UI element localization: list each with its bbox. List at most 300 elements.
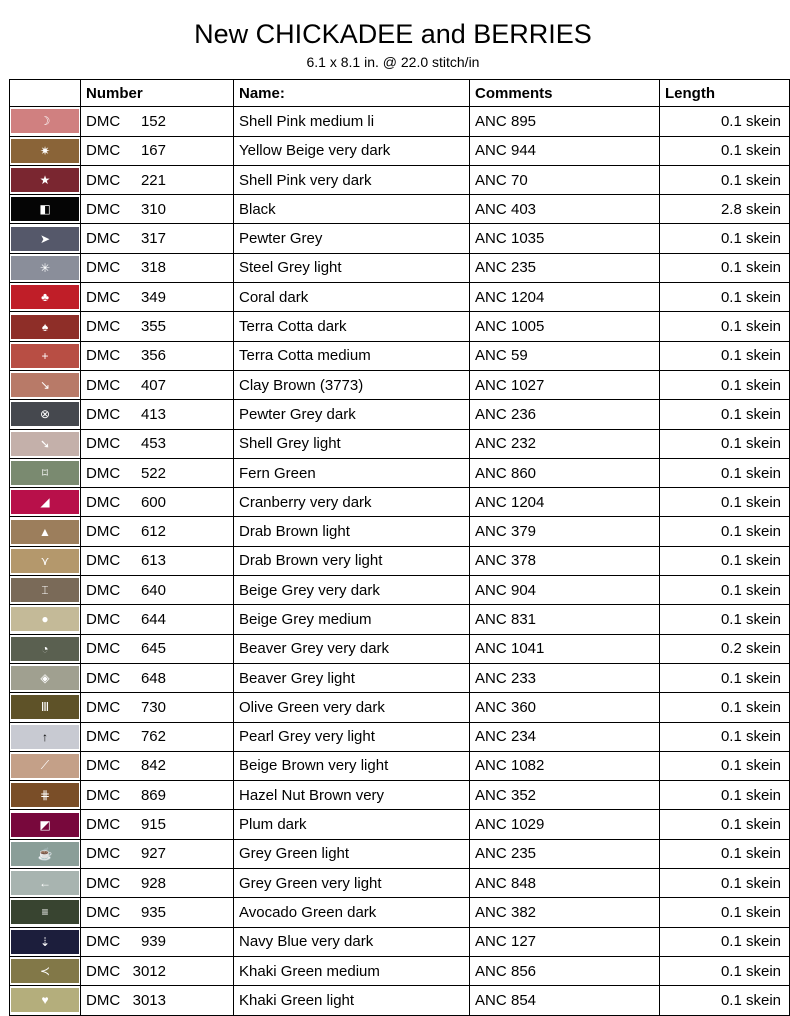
brand-label: DMC — [86, 493, 121, 511]
color-swatch-cell — [10, 634, 81, 663]
comments-cell — [470, 605, 660, 634]
color-swatch-cell — [10, 370, 81, 399]
floss-number: 648 — [140, 669, 166, 687]
header-name: Name: — [234, 80, 470, 107]
color-swatch-cell — [10, 136, 81, 165]
brand-label: DMC — [86, 991, 121, 1009]
stitch-symbol-icon: ● — [41, 612, 49, 627]
floss-name: Black — [234, 195, 470, 224]
floss-number: 644 — [140, 610, 166, 628]
color-swatch-cell — [10, 488, 81, 517]
stitch-symbol-icon: ☕ — [37, 846, 53, 861]
color-swatch — [11, 900, 79, 924]
number-cell — [81, 283, 234, 312]
length-cell: 0.1 skein — [660, 458, 790, 487]
comments-cell — [470, 195, 660, 224]
color-swatch-cell — [10, 458, 81, 487]
color-swatch-cell — [10, 605, 81, 634]
color-swatch — [11, 344, 79, 368]
stitch-symbol-icon: ★ — [39, 173, 51, 188]
anchor-number: 236 — [511, 405, 537, 423]
table-row — [10, 810, 790, 839]
floss-number: 842 — [140, 757, 166, 775]
color-swatch — [11, 695, 79, 719]
brand-label: DMC — [86, 581, 121, 599]
comments-cell — [470, 283, 660, 312]
color-swatch — [11, 109, 79, 133]
stitch-symbol-icon: ⌑ — [41, 466, 49, 480]
stitch-symbol-icon: ◩ — [39, 817, 51, 832]
anchor-label: ANC — [475, 962, 507, 980]
color-swatch — [11, 461, 79, 485]
floss-name: Avocado Green dark — [234, 898, 470, 927]
color-swatch — [11, 959, 79, 983]
number-cell — [81, 253, 234, 282]
comments-cell — [470, 927, 660, 956]
number-cell — [81, 634, 234, 663]
anchor-label: ANC — [475, 991, 507, 1009]
floss-name: Shell Pink very dark — [234, 165, 470, 194]
table-row — [10, 722, 790, 751]
floss-number: 167 — [140, 142, 166, 160]
color-swatch-cell — [10, 253, 81, 282]
color-swatch-cell — [10, 986, 81, 1015]
comments-cell — [470, 517, 660, 546]
floss-number: 349 — [140, 288, 166, 306]
number-cell — [81, 810, 234, 839]
brand-label: DMC — [86, 962, 121, 980]
table-row — [10, 136, 790, 165]
floss-number: 407 — [140, 376, 166, 394]
anchor-number: 379 — [511, 523, 537, 541]
anchor-number: 403 — [511, 200, 537, 218]
comments-cell — [470, 634, 660, 663]
color-swatch-cell — [10, 224, 81, 253]
number-cell — [81, 400, 234, 429]
stitch-symbol-icon: ⟋ — [40, 758, 50, 773]
anchor-number: 233 — [511, 669, 537, 687]
floss-name: Grey Green very light — [234, 869, 470, 898]
number-cell — [81, 722, 234, 751]
anchor-label: ANC — [475, 318, 507, 336]
anchor-number: 1029 — [511, 816, 545, 834]
anchor-number: 70 — [511, 171, 528, 189]
floss-number: 915 — [140, 816, 166, 834]
brand-label: DMC — [86, 464, 121, 482]
color-swatch-cell — [10, 283, 81, 312]
color-swatch-cell — [10, 751, 81, 780]
table-row — [10, 634, 790, 663]
comments-cell — [470, 107, 660, 136]
brand-label: DMC — [86, 903, 121, 921]
floss-name: Clay Brown (3773) — [234, 370, 470, 399]
color-swatch-cell — [10, 312, 81, 341]
color-swatch-cell — [10, 165, 81, 194]
floss-number: 3013 — [132, 991, 166, 1009]
comments-cell — [470, 781, 660, 810]
comments-cell — [470, 722, 660, 751]
stitch-symbol-icon: ♥ — [41, 993, 49, 1008]
floss-number: 221 — [140, 171, 166, 189]
anchor-label: ANC — [475, 464, 507, 482]
color-swatch — [11, 930, 79, 954]
floss-name: Steel Grey light — [234, 253, 470, 282]
table-row — [10, 488, 790, 517]
brand-label: DMC — [86, 552, 121, 570]
chart-title: New CHICKADEE and BERRIES — [194, 19, 592, 49]
anchor-number: 1041 — [511, 640, 545, 658]
anchor-label: ANC — [475, 757, 507, 775]
number-cell — [81, 605, 234, 634]
floss-number: 413 — [140, 405, 166, 423]
table-row — [10, 312, 790, 341]
floss-name: Pewter Grey dark — [234, 400, 470, 429]
color-swatch — [11, 871, 79, 895]
brand-label: DMC — [86, 698, 121, 716]
color-swatch — [11, 666, 79, 690]
length-cell: 0.1 skein — [660, 312, 790, 341]
floss-number: 927 — [140, 845, 166, 863]
color-swatch-cell — [10, 869, 81, 898]
length-cell: 0.1 skein — [660, 722, 790, 751]
comments-cell — [470, 751, 660, 780]
table-row — [10, 107, 790, 136]
comments-cell — [470, 370, 660, 399]
length-cell: 0.1 skein — [660, 224, 790, 253]
table-row — [10, 370, 790, 399]
anchor-label: ANC — [475, 669, 507, 687]
anchor-number: 860 — [511, 464, 537, 482]
anchor-number: 235 — [511, 259, 537, 277]
anchor-number: 382 — [511, 903, 537, 921]
number-cell — [81, 195, 234, 224]
table-row — [10, 341, 790, 370]
number-cell — [81, 663, 234, 692]
brand-label: DMC — [86, 933, 121, 951]
comments-cell — [470, 810, 660, 839]
color-swatch — [11, 402, 79, 426]
floss-name: Drab Brown light — [234, 517, 470, 546]
color-swatch — [11, 315, 79, 339]
table-row — [10, 956, 790, 985]
anchor-number: 234 — [511, 728, 537, 746]
anchor-number: 127 — [511, 933, 537, 951]
floss-name: Khaki Green light — [234, 986, 470, 1015]
color-swatch — [11, 256, 79, 280]
floss-name: Yellow Beige very dark — [234, 136, 470, 165]
anchor-label: ANC — [475, 610, 507, 628]
stitch-symbol-icon: ≡ — [41, 905, 49, 920]
color-swatch-cell — [10, 663, 81, 692]
brand-label: DMC — [86, 142, 121, 160]
stitch-symbol-icon: ➘ — [39, 436, 51, 451]
color-swatch — [11, 607, 79, 631]
floss-number: 612 — [140, 523, 166, 541]
floss-number: 935 — [140, 903, 166, 921]
table-row — [10, 429, 790, 458]
comments-cell — [470, 576, 660, 605]
color-swatch — [11, 637, 79, 661]
table-row — [10, 605, 790, 634]
floss-name: Beaver Grey very dark — [234, 634, 470, 663]
anchor-label: ANC — [475, 552, 507, 570]
floss-name: Terra Cotta dark — [234, 312, 470, 341]
color-swatch-cell — [10, 722, 81, 751]
color-swatch-cell — [10, 898, 81, 927]
length-cell: 0.1 skein — [660, 956, 790, 985]
table-row — [10, 224, 790, 253]
color-swatch — [11, 549, 79, 573]
number-cell — [81, 517, 234, 546]
floss-number: 355 — [140, 318, 166, 336]
color-swatch — [11, 754, 79, 778]
number-cell — [81, 107, 234, 136]
comments-cell — [470, 488, 660, 517]
color-swatch — [11, 373, 79, 397]
header-swatch — [10, 80, 81, 107]
color-swatch-cell — [10, 927, 81, 956]
length-cell: 0.1 skein — [660, 341, 790, 370]
anchor-label: ANC — [475, 230, 507, 248]
brand-label: DMC — [86, 435, 121, 453]
stitch-symbol-icon: + — [41, 348, 49, 363]
floss-name: Drab Brown very light — [234, 546, 470, 575]
floss-number: 152 — [140, 112, 166, 130]
anchor-label: ANC — [475, 259, 507, 277]
number-cell — [81, 429, 234, 458]
stitch-symbol-icon: ⋎ — [40, 553, 50, 568]
length-cell: 0.1 skein — [660, 576, 790, 605]
comments-cell — [470, 839, 660, 868]
brand-label: DMC — [86, 610, 121, 628]
stitch-symbol-icon: ♣ — [41, 290, 49, 305]
stitch-symbol-icon: Ⅲ — [40, 700, 50, 715]
anchor-label: ANC — [475, 493, 507, 511]
floss-name: Cranberry very dark — [234, 488, 470, 517]
anchor-number: 895 — [511, 112, 537, 130]
number-cell — [81, 986, 234, 1015]
table-row — [10, 751, 790, 780]
anchor-number: 232 — [511, 435, 537, 453]
number-cell — [81, 165, 234, 194]
floss-name: Pearl Grey very light — [234, 722, 470, 751]
stitch-symbol-icon: ◢ — [40, 495, 50, 510]
floss-number: 356 — [140, 347, 166, 365]
brand-label: DMC — [86, 757, 121, 775]
stitch-symbol-icon: ✷ — [39, 143, 51, 158]
comments-cell — [470, 165, 660, 194]
stitch-symbol-icon: ↘ — [39, 378, 51, 393]
table-row — [10, 781, 790, 810]
length-cell: 0.1 skein — [660, 751, 790, 780]
brand-label: DMC — [86, 405, 121, 423]
color-swatch-cell — [10, 517, 81, 546]
length-cell: 0.1 skein — [660, 517, 790, 546]
number-cell — [81, 693, 234, 722]
color-swatch — [11, 520, 79, 544]
color-swatch — [11, 988, 79, 1012]
length-cell: 0.1 skein — [660, 107, 790, 136]
anchor-label: ANC — [475, 200, 507, 218]
brand-label: DMC — [86, 874, 121, 892]
length-cell: 0.1 skein — [660, 693, 790, 722]
table-row — [10, 253, 790, 282]
comments-cell — [470, 693, 660, 722]
stitch-symbol-icon: ☽ — [39, 114, 51, 129]
anchor-number: 944 — [511, 142, 537, 160]
color-swatch-cell — [10, 429, 81, 458]
brand-label: DMC — [86, 786, 121, 804]
stitch-symbol-icon: ≺ — [39, 964, 51, 979]
anchor-number: 1027 — [511, 376, 545, 394]
length-cell: 0.1 skein — [660, 253, 790, 282]
anchor-label: ANC — [475, 142, 507, 160]
comments-cell — [470, 898, 660, 927]
length-cell: 0.1 skein — [660, 488, 790, 517]
anchor-number: 235 — [511, 845, 537, 863]
anchor-label: ANC — [475, 640, 507, 658]
anchor-label: ANC — [475, 845, 507, 863]
brand-label: DMC — [86, 669, 121, 687]
stitch-symbol-icon: ← — [39, 876, 51, 891]
brand-label: DMC — [86, 523, 121, 541]
table-row — [10, 986, 790, 1015]
brand-label: DMC — [86, 728, 121, 746]
floss-name: Pewter Grey — [234, 224, 470, 253]
length-cell: 0.1 skein — [660, 283, 790, 312]
floss-name: Beige Grey medium — [234, 605, 470, 634]
floss-number: 613 — [140, 552, 166, 570]
anchor-label: ANC — [475, 347, 507, 365]
anchor-label: ANC — [475, 728, 507, 746]
length-cell: 0.1 skein — [660, 546, 790, 575]
brand-label: DMC — [86, 112, 121, 130]
number-cell — [81, 956, 234, 985]
table-row — [10, 195, 790, 224]
floss-number: 928 — [140, 874, 166, 892]
comments-cell — [470, 956, 660, 985]
color-swatch — [11, 227, 79, 251]
length-cell: 0.1 skein — [660, 869, 790, 898]
color-swatch — [11, 432, 79, 456]
anchor-number: 1204 — [511, 493, 545, 511]
color-swatch-cell — [10, 576, 81, 605]
length-cell: 0.1 skein — [660, 986, 790, 1015]
anchor-label: ANC — [475, 112, 507, 130]
number-cell — [81, 869, 234, 898]
floss-number: 869 — [140, 786, 166, 804]
anchor-number: 1082 — [511, 757, 545, 775]
length-cell: 0.1 skein — [660, 663, 790, 692]
header-length: Length — [660, 80, 790, 107]
color-swatch-cell — [10, 341, 81, 370]
anchor-label: ANC — [475, 523, 507, 541]
floss-name: Fern Green — [234, 458, 470, 487]
anchor-number: 848 — [511, 874, 537, 892]
floss-number: 310 — [140, 200, 166, 218]
table-row — [10, 927, 790, 956]
anchor-number: 904 — [511, 581, 537, 599]
number-cell — [81, 136, 234, 165]
header-number: Number — [81, 80, 234, 107]
table-row — [10, 898, 790, 927]
number-cell — [81, 488, 234, 517]
comments-cell — [470, 869, 660, 898]
floss-table — [9, 79, 790, 1016]
anchor-number: 856 — [511, 962, 537, 980]
color-swatch — [11, 842, 79, 866]
floss-number: 939 — [140, 933, 166, 951]
anchor-number: 378 — [511, 552, 537, 570]
table-row — [10, 869, 790, 898]
stitch-symbol-icon: ▲ — [39, 524, 51, 539]
floss-name: Hazel Nut Brown very — [234, 781, 470, 810]
color-swatch — [11, 139, 79, 163]
length-cell: 2.8 skein — [660, 195, 790, 224]
anchor-number: 1035 — [511, 230, 545, 248]
floss-number: 453 — [140, 435, 166, 453]
number-cell — [81, 341, 234, 370]
number-cell — [81, 458, 234, 487]
floss-name: Grey Green light — [234, 839, 470, 868]
length-cell: 0.1 skein — [660, 839, 790, 868]
brand-label: DMC — [86, 200, 121, 218]
color-swatch — [11, 725, 79, 749]
stitch-symbol-icon: ⌶ — [41, 582, 49, 597]
length-cell: 0.2 skein — [660, 634, 790, 663]
table-row — [10, 663, 790, 692]
brand-label: DMC — [86, 816, 121, 834]
number-cell — [81, 576, 234, 605]
color-swatch-cell — [10, 546, 81, 575]
number-cell — [81, 312, 234, 341]
length-cell: 0.1 skein — [660, 370, 790, 399]
table-row — [10, 839, 790, 868]
floss-number: 3012 — [132, 962, 166, 980]
brand-label: DMC — [86, 376, 121, 394]
anchor-label: ANC — [475, 786, 507, 804]
table-row — [10, 283, 790, 312]
table-row — [10, 165, 790, 194]
anchor-number: 360 — [511, 698, 537, 716]
comments-cell — [470, 458, 660, 487]
color-swatch-cell — [10, 956, 81, 985]
anchor-number: 59 — [511, 347, 528, 365]
table-row — [10, 517, 790, 546]
comments-cell — [470, 136, 660, 165]
table-row — [10, 546, 790, 575]
anchor-label: ANC — [475, 435, 507, 453]
floss-number: 318 — [140, 259, 166, 277]
floss-number: 645 — [140, 640, 166, 658]
stitch-symbol-icon: ➤ — [39, 231, 51, 246]
stitch-symbol-icon: ✳ — [39, 260, 51, 275]
anchor-label: ANC — [475, 171, 507, 189]
length-cell: 0.1 skein — [660, 400, 790, 429]
color-swatch-cell — [10, 781, 81, 810]
floss-name: Beige Grey very dark — [234, 576, 470, 605]
comments-cell — [470, 429, 660, 458]
brand-label: DMC — [86, 845, 121, 863]
anchor-number: 352 — [511, 786, 537, 804]
stitch-symbol-icon: ↑ — [42, 729, 48, 744]
floss-number: 317 — [140, 230, 166, 248]
color-swatch-cell — [10, 107, 81, 136]
brand-label: DMC — [86, 259, 121, 277]
number-cell — [81, 224, 234, 253]
stitch-symbol-icon: ⊗ — [39, 407, 51, 422]
anchor-number: 1204 — [511, 288, 545, 306]
